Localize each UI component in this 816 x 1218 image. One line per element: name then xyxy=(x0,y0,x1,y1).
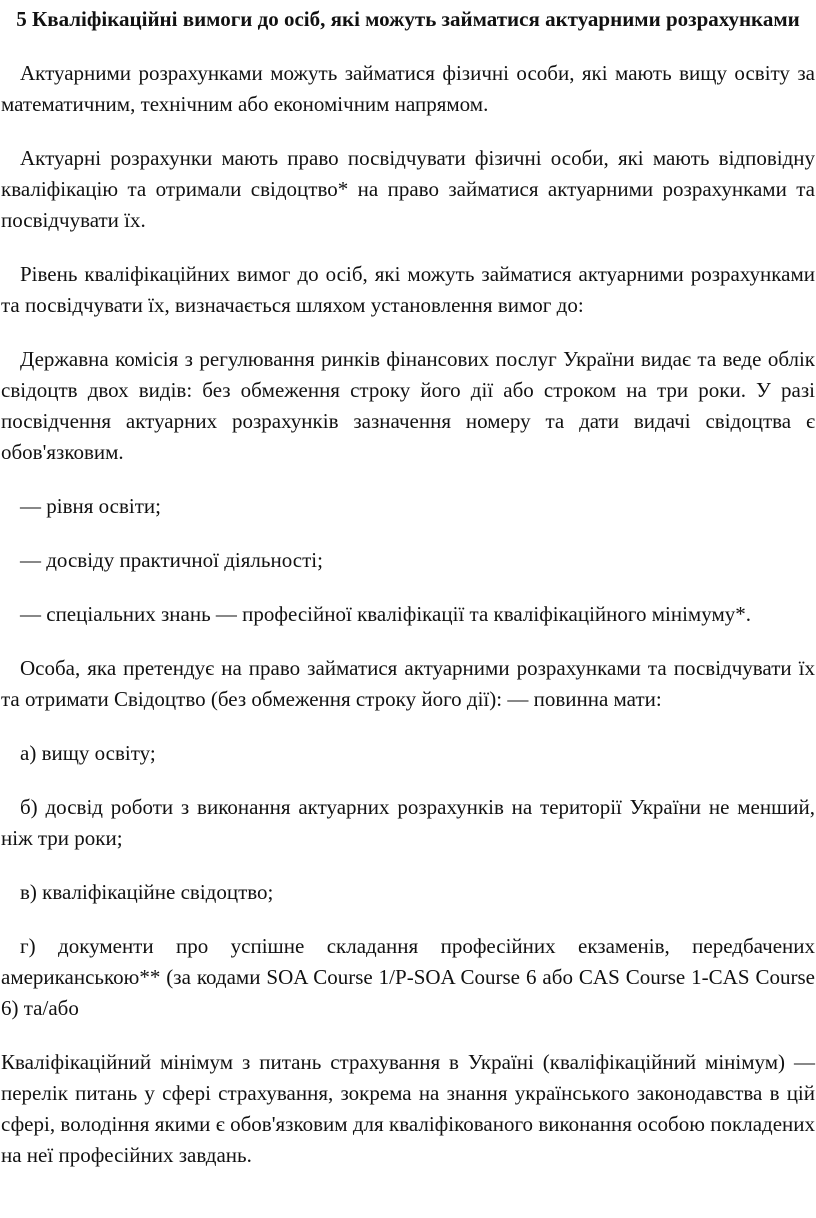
list-item-exam-documents: г) документи про успішне складання професійних екзаменів, передбачених американською** (за кодами SOA Course 1/P-SOA Course 6 або CAS Course 1-CAS Course 6) та/або xyxy=(1,934,815,1020)
list-item-education-level: — рівня освіти; xyxy=(20,494,161,518)
paragraph-state-commission: Державна комісія з регулювання ринків фінансових послуг України видає та веде облік свідоцтв двох видів: без обмеження строку його дії або строком на три роки. У разі посвідчення актуарних розрахунків зазначення номеру та дати видачі свідоцтва є обов'язковим. xyxy=(1,347,815,464)
list-item-special-knowledge: — спеціальних знань — професійної кваліфікації та кваліфікаційного мінімуму*. xyxy=(20,602,751,626)
paragraph-qualification-minimum: Кваліфікаційний мінімум з питань страхування в Україні (кваліфікаційний мінімум) — перелік питань у сфері страхування, зокрема на знання українського законодавства в цій сфері, володіння якими є обов'язковим для кваліфікованого виконання особою покладених на неї професійних завдань. xyxy=(1,1050,815,1167)
list-item-qualification-certificate: в) кваліфікаційне свідоцтво; xyxy=(20,880,274,904)
list-item-practical-experience: — досвіду практичної діяльності; xyxy=(20,548,323,572)
list-item-higher-education: а) вищу освіту; xyxy=(20,741,156,765)
paragraph-actuarial-education: Актуарними розрахунками можуть займатися фізичні особи, які мають вищу освіту за математичним, технічним або економічним напрямом. xyxy=(1,61,815,116)
paragraph-applicant-requirements: Особа, яка претендує на право займатися актуарними розрахунками та посвідчувати їх та отримати Свідоцтво (без обмеження строку його дії): — повинна мати: xyxy=(1,656,815,711)
paragraph-certification-right: Актуарні розрахунки мають право посвідчувати фізичні особи, які мають відповідну кваліфікацію та отримали свідоцтво* на право займатися актуарними розрахунками та посвідчувати їх. xyxy=(1,146,815,232)
document-title: 5 Кваліфікаційні вимоги до осіб, які можуть займатися актуарними розрахунками xyxy=(16,7,800,31)
paragraph-requirement-levels: Рівень кваліфікаційних вимог до осіб, які можуть займатися актуарними розрахунками та посвідчувати їх, визначається шляхом установлення вимог до: xyxy=(1,262,815,317)
list-item-work-experience: б) досвід роботи з виконання актуарних розрахунків на території України не менший, ніж три роки; xyxy=(1,795,815,850)
